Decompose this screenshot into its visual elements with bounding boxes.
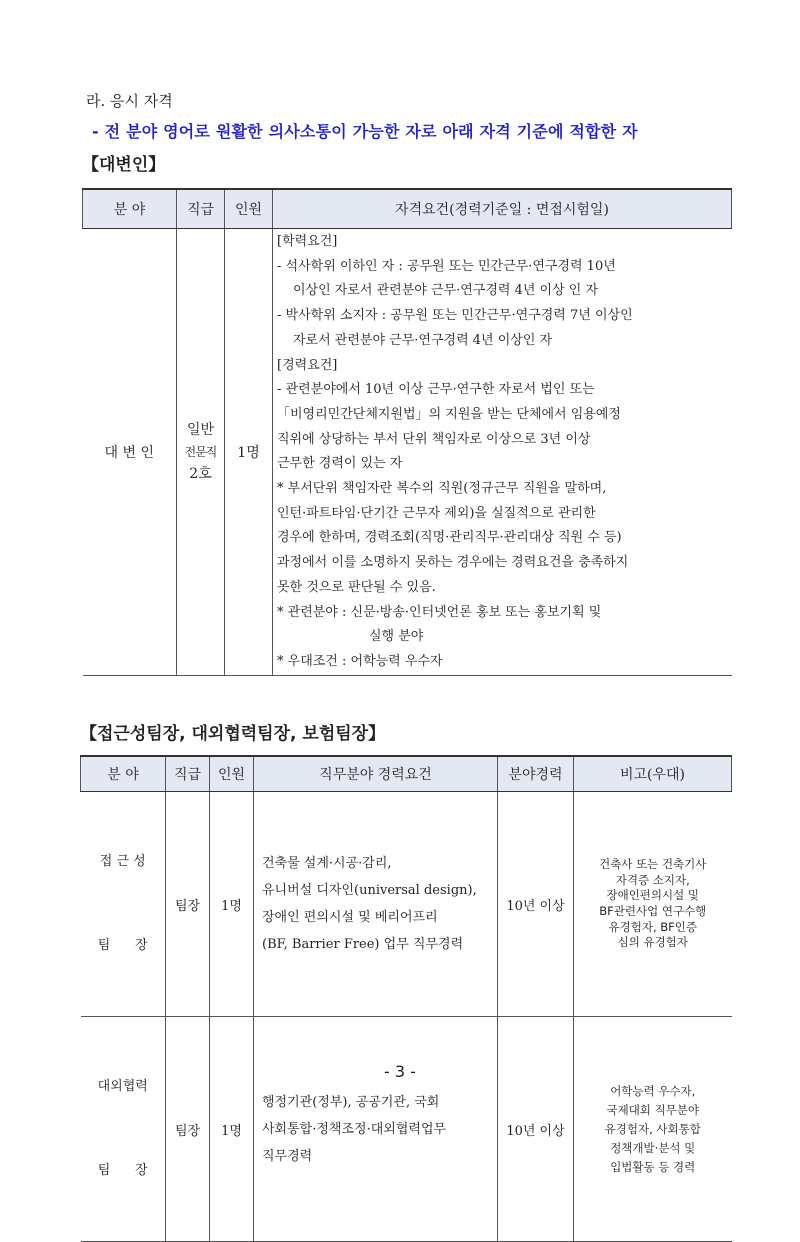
note-line: 건축사 또는 건축기사: [599, 856, 707, 871]
table-row: [81, 792, 732, 1017]
table-row: [83, 229, 732, 676]
duty-cell: [254, 1017, 498, 1242]
note-line: 자격증 소지자,: [615, 872, 690, 887]
duty-line: 행정기관(정부), 공공기관, 국회: [262, 1094, 440, 1110]
duty-line: 직무경력: [262, 1148, 313, 1164]
header-duty: 직무분야 경력요건: [254, 756, 498, 792]
header-note: 비고(우대): [574, 756, 732, 792]
section-title-team-leaders: 【접근성팀장, 대외협력팀장, 보험팀장】: [80, 724, 386, 744]
req-line: 못한 것으로 판단될 수 있음.: [277, 579, 436, 595]
requirements-cell: [273, 229, 732, 676]
team-leader-table: [80, 755, 732, 1242]
field-line: 대외협력: [97, 1079, 148, 1094]
page-number: - 3 -: [384, 1062, 416, 1081]
req-line: 이상인 자로서 관련분야 근무·연구경력 4년 이상 인 자: [293, 283, 599, 299]
req-line: 「비영리민간단체지원법」의 지원을 받는 단체에서 임용예정: [277, 406, 621, 422]
note-line: 유경험자, BF인증: [608, 919, 697, 934]
note-line: 입법활동 등 경력: [610, 1159, 696, 1174]
rank-line: 전문직: [184, 444, 217, 459]
career-cell: 10년 이상: [498, 792, 574, 1017]
req-line: 실행 분야: [369, 629, 424, 645]
note-line: 국제대회 직무분야: [606, 1102, 700, 1117]
req-line: 직위에 상당하는 부서 단위 책임자로 이상으로 3년 이상: [277, 431, 591, 447]
rank-line: 2호: [189, 465, 212, 482]
rank-cell: 팀장: [166, 1017, 210, 1242]
field-cell: [81, 1017, 166, 1242]
rank-line: 일반: [186, 421, 215, 438]
note-line: 심의 유경험자: [617, 935, 688, 950]
field-cell: [81, 792, 166, 1017]
count-cell: 1명: [210, 792, 254, 1017]
section-title-spokesperson: 【대변인】: [82, 155, 166, 175]
req-line: 근무한 경력이 있는 자: [277, 456, 403, 472]
career-cell: 10년 이상: [498, 1017, 574, 1242]
duty-line: 장애인 편의시설 및 베리어프리: [262, 910, 438, 925]
field-line: 팀 장: [97, 938, 148, 953]
header-career: 분야경력: [498, 756, 574, 792]
count-cell: 1명: [210, 1017, 254, 1242]
req-line: * 우대조건 : 어학능력 우수자: [277, 653, 443, 669]
header-rank: 직급: [166, 756, 210, 792]
rank-cell: 팀장: [166, 792, 210, 1017]
spokesperson-table: [82, 188, 732, 676]
duty-line: (BF, Barrier Free) 업무 직무경력: [262, 937, 464, 952]
req-line: 자로서 관련분야 근무·연구경력 4년 이상인 자: [293, 332, 553, 348]
req-line: 인턴·파트타임·단기간 근무자 제외)을 실질적으로 관리한: [277, 505, 596, 521]
note-line: 어학능력 우수자,: [610, 1083, 696, 1098]
duty-line: 사회통합·정책조정·대외협력업무: [262, 1121, 447, 1137]
header-count: 인원: [225, 189, 273, 229]
req-line: * 관련분야 : 신문·방송·인터넷언론 홍보 또는 홍보기획 및: [277, 604, 602, 620]
duty-cell: [254, 792, 498, 1017]
count-cell: 1명: [225, 229, 273, 676]
req-line: [경력요건]: [277, 357, 338, 373]
req-line: - 박사학위 소지자 : 공무원 또는 민간근무·연구경력 7년 이상인: [277, 308, 633, 324]
header-field: 분 야: [81, 756, 166, 792]
table-row: [81, 1017, 732, 1242]
table-header-row: [81, 756, 732, 792]
field-cell: 대 변 인: [83, 229, 177, 676]
header-field: 분 야: [83, 189, 177, 229]
header-requirements: 자격요건(경력기준일 : 면접시험일): [273, 189, 732, 229]
req-line: - 관련분야에서 10년 이상 근무·연구한 자로서 법인 또는: [277, 382, 595, 398]
note-cell: [574, 792, 732, 1017]
field-line: 팀 장: [97, 1163, 148, 1178]
req-line: 경우에 한하며, 경력조회(직명·관리직무·관리대상 직원 수 등): [277, 530, 622, 546]
qualification-heading: 라. 응시 자격: [86, 92, 173, 110]
req-line: - 석사학위 이하인 자 : 공무원 또는 민간근무·연구경력 10년: [277, 258, 616, 274]
note-line: 장애인편의시설 및: [606, 888, 700, 903]
note-line: 유경험자, 사회통합: [604, 1121, 701, 1136]
field-line: 접 근 성: [99, 854, 146, 869]
table-header-row: [83, 189, 732, 229]
req-line: 과정에서 이를 소명하지 못하는 경우에는 경력요건을 충족하지: [277, 555, 629, 571]
note-cell: [574, 1017, 732, 1242]
duty-line: 건축물 설계·시공·감리,: [262, 856, 392, 871]
duty-line: 유니버설 디자인(universal design),: [262, 883, 477, 898]
note-line: BF관련사업 연구수행: [599, 904, 707, 918]
header-count: 인원: [210, 756, 254, 792]
qualification-summary: - 전 분야 영어로 원활한 의사소통이 가능한 자로 아래 자격 기준에 적합한 자: [92, 122, 638, 141]
header-rank: 직급: [177, 189, 225, 229]
rank-cell: [177, 229, 225, 676]
req-line: [학력요건]: [277, 234, 338, 249]
req-line: * 부서단위 책임자란 복수의 직원(정규근무 직원을 말하며,: [277, 481, 607, 497]
note-line: 정책개발·분석 및: [610, 1140, 696, 1155]
